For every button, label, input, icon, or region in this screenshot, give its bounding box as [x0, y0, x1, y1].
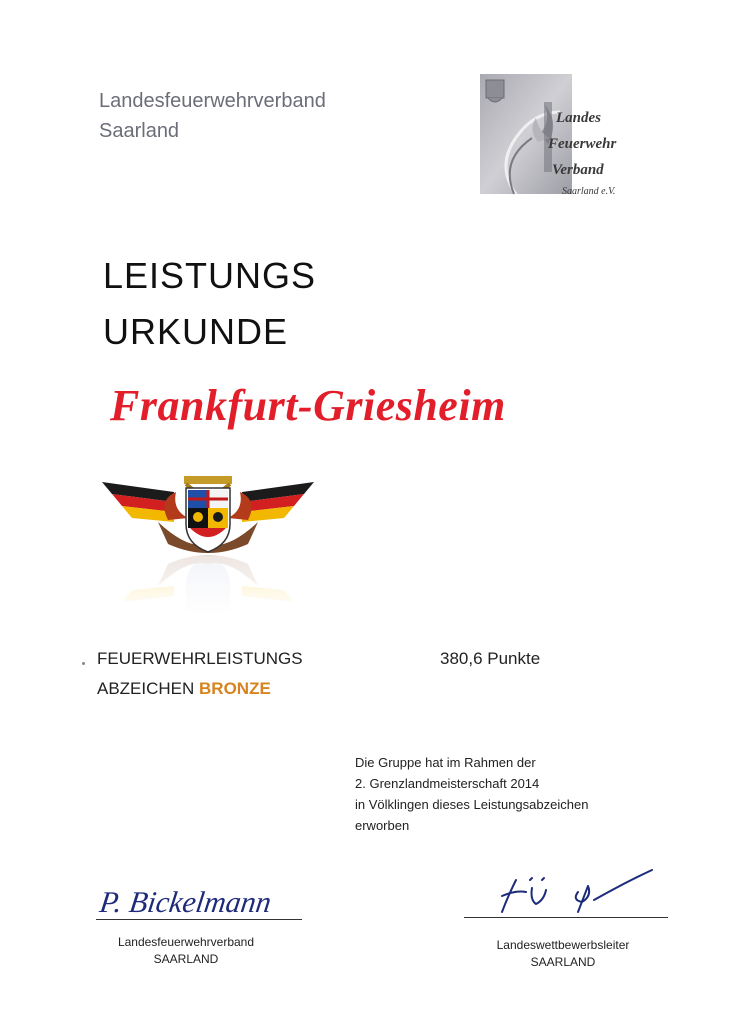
- team-name: Frankfurt-Griesheim: [110, 381, 506, 430]
- logo-line2: Feuerwehr: [548, 136, 617, 152]
- left-signature-caption-line1: Landesfeuerwehrverband: [117, 935, 255, 949]
- right-signature-line: [464, 917, 668, 918]
- award-note-line1: Die Gruppe hat im Rahmen der: [355, 755, 536, 770]
- left-signature: [96, 874, 296, 922]
- certificate-title-line2: URKUNDE: [103, 311, 289, 352]
- award-line1: FEUERWEHRLEISTUNGS: [97, 649, 303, 668]
- logo-line1: Landes: [556, 110, 601, 126]
- award-line2-prefix: ABZEICHEN: [97, 679, 195, 698]
- margin-dot: [82, 662, 85, 665]
- organization-name: [99, 86, 326, 146]
- award-line2: [97, 674, 303, 704]
- right-signature: [486, 866, 656, 920]
- logo-line3: Verband: [552, 162, 604, 178]
- logo-line4: Saarland e.V.: [562, 186, 616, 197]
- award-note-line4: erworben: [355, 818, 410, 833]
- right-signature-caption-line2: SAARLAND: [530, 955, 596, 969]
- certificate-title-line1: LEISTUNGS: [103, 255, 317, 296]
- organization-name-line1: Landesfeuerwehrverband: [99, 90, 326, 112]
- award-note-line2: 2. Grenzlandmeisterschaft 2014: [355, 776, 540, 791]
- award-level: BRONZE: [199, 679, 271, 698]
- certificate-title: [103, 248, 316, 360]
- award-note: [355, 752, 588, 836]
- award-description: [97, 644, 303, 704]
- left-signature-script: P. Bickelmann: [97, 885, 274, 919]
- award-note-line3: in Völklingen dieses Leistungsabzeichen: [355, 797, 589, 812]
- right-signature-caption: [470, 937, 656, 971]
- organization-name-line2: Saarland: [99, 120, 180, 142]
- right-signature-caption-line1: Landeswettbewerbsleiter: [496, 938, 630, 952]
- award-points: 380,6 Punkte: [440, 649, 541, 668]
- left-signature-caption: [96, 934, 276, 968]
- left-signature-caption-line2: SAARLAND: [153, 952, 219, 966]
- left-signature-line: [96, 919, 302, 920]
- lfv-saarland-logo-icon: [478, 72, 638, 212]
- fire-brigade-performance-badge-icon: [98, 470, 318, 615]
